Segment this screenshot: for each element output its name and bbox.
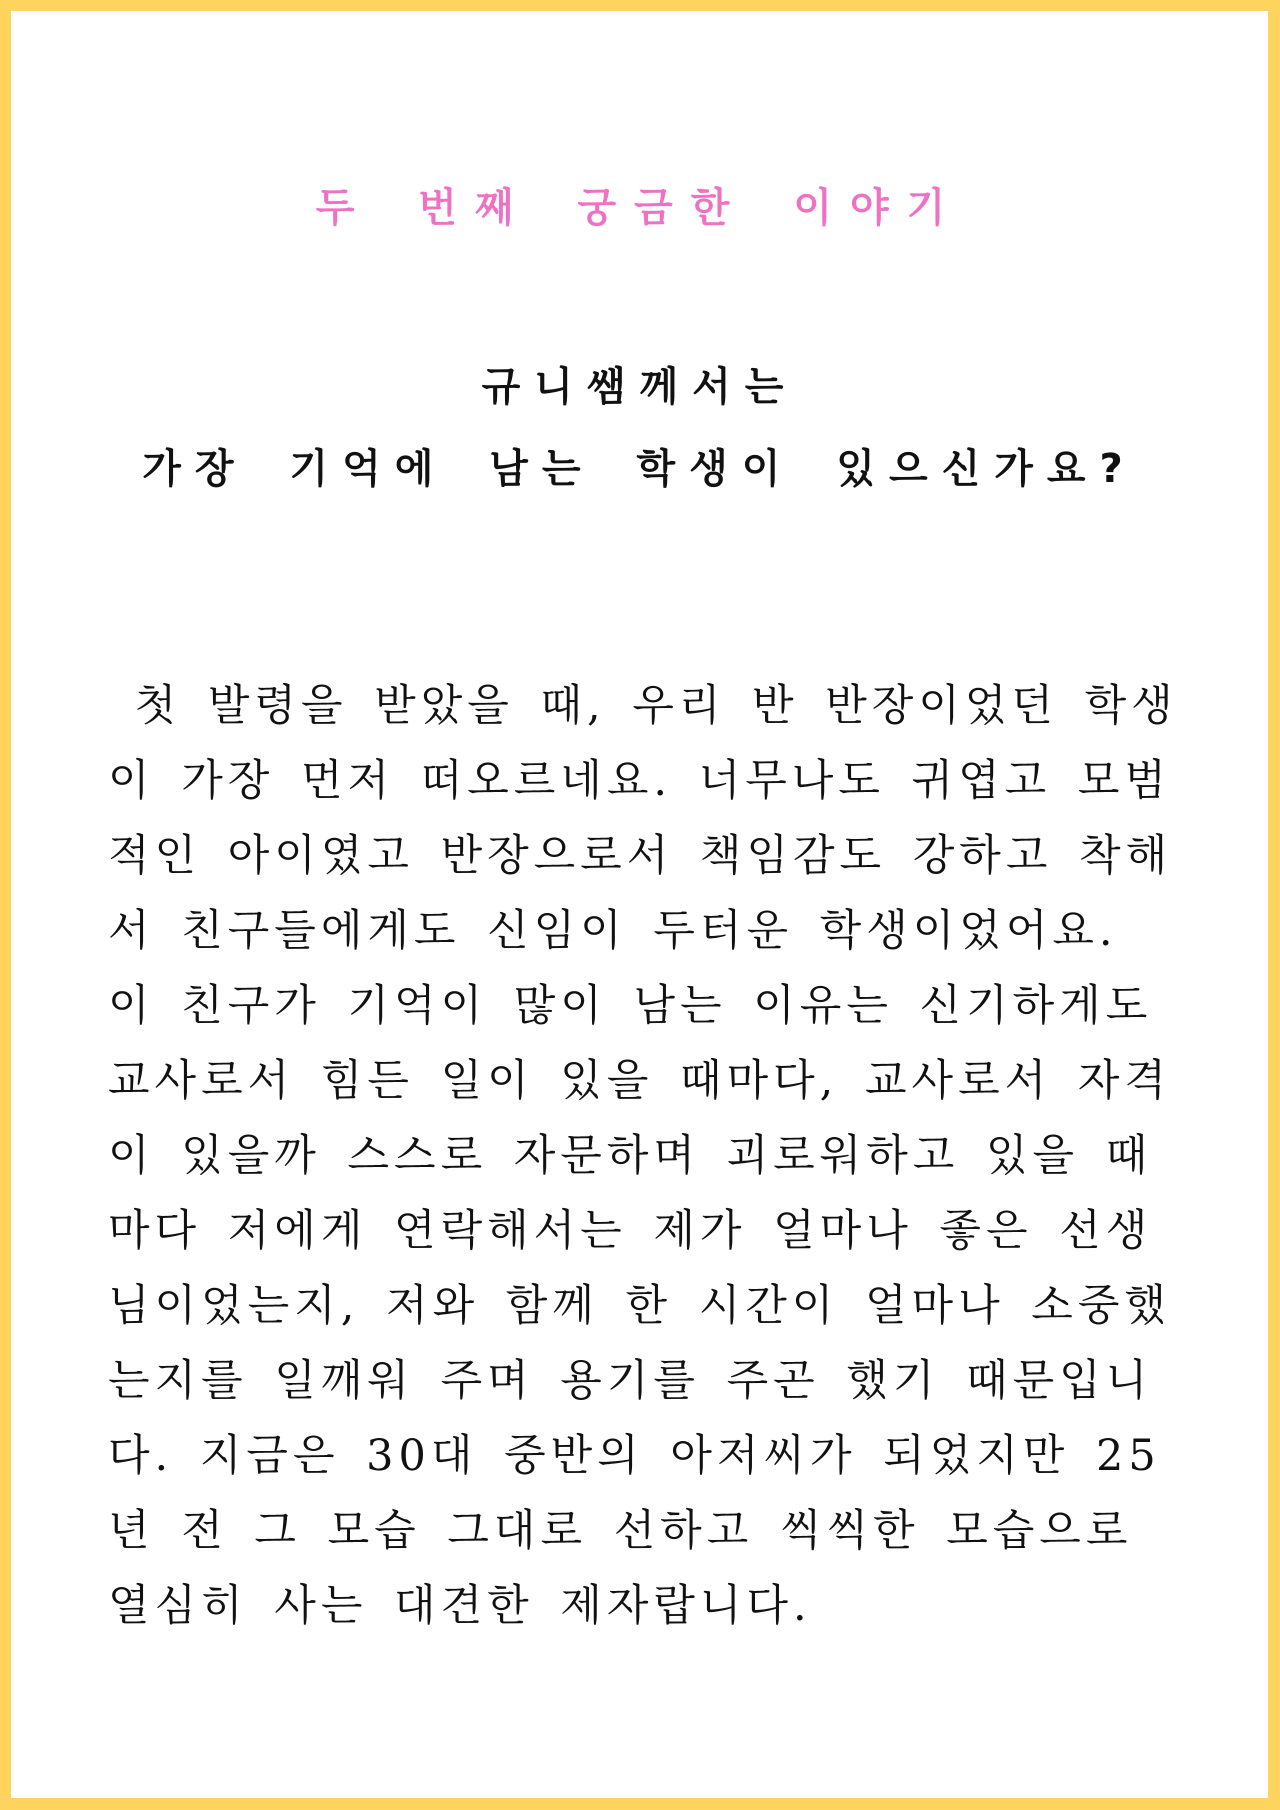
answer-line: 는지를 일깨워 주며 용기를 주곤 했기 때문입니 bbox=[108, 1356, 1153, 1406]
answer-line: 적인 아이였고 반장으로서 책임감도 강하고 착해 bbox=[108, 831, 1173, 881]
question-heading bbox=[11, 346, 1268, 510]
answer-line: 마다 저에게 연락해서는 제가 얼마나 좋은 선생 bbox=[108, 1206, 1153, 1256]
answer-line: 이 친구가 기억이 많이 남는 이유는 신기하게도 bbox=[108, 981, 1153, 1031]
answer-line: 년 전 그 모습 그대로 선하고 씩씩한 모습으로 bbox=[108, 1506, 1133, 1556]
answer-line: 다. 지금은 30대 중반의 아저씨가 되었지만 25 bbox=[108, 1431, 1161, 1481]
answer-line: 이 있을까 스스로 자문하며 괴로워하고 있을 때 bbox=[108, 1131, 1153, 1181]
answer-line: 이 가장 먼저 떠오르네요. 너무나도 귀엽고 모범 bbox=[108, 756, 1171, 806]
question-line-1: 규니쌤께서는 bbox=[481, 364, 798, 410]
answer-paragraph bbox=[108, 669, 1208, 1644]
answer-line: 서 친구들에게도 신임이 두터운 학생이었어요. bbox=[108, 906, 1118, 956]
answer-line: 교사로서 힘든 일이 있을 때마다, 교사로서 자격 bbox=[108, 1056, 1171, 1106]
section-subtitle: 두 번째 궁금한 이야기 bbox=[315, 185, 964, 231]
answer-line: 님이었는지, 저와 함께 한 시간이 얼마나 소중했 bbox=[108, 1281, 1171, 1331]
answer-line: 열심히 사는 대견한 제자랍니다. bbox=[108, 1581, 812, 1631]
answer-line: 첫 발령을 받았을 때, 우리 반 반장이었던 학생 bbox=[108, 681, 1178, 731]
question-line-2: 가장 기억에 남는 학생이 있으신가요? bbox=[142, 446, 1137, 492]
